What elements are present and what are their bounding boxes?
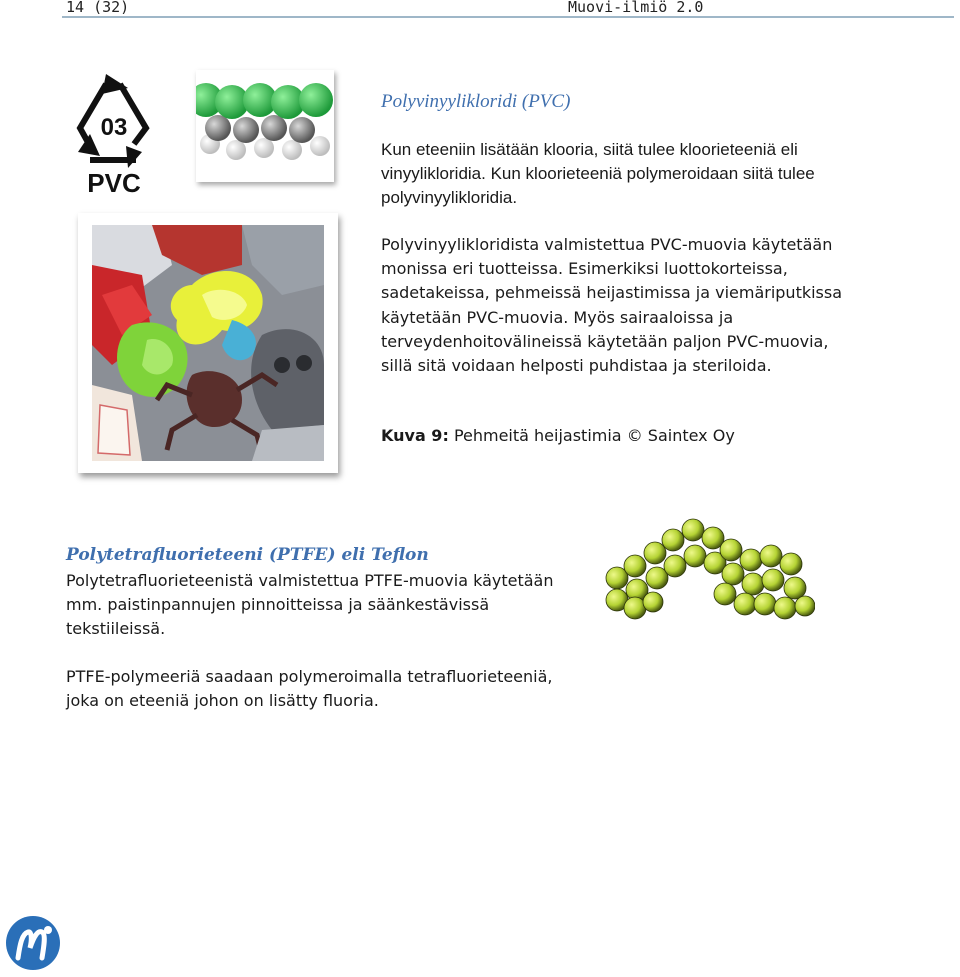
ptfe-production-paragraph: PTFE-polymeeriä saadaan polymeroimalla tetrafluorieteeniä, joka on eteeniä johon on lisätty fluoria. (66, 667, 553, 710)
recycle-label: PVC (87, 168, 141, 196)
pvc-heading: Polyvinyylikloridi (PVC) (381, 91, 571, 112)
ptfe-uses-paragraph: Polytetrafluorieteenistä valmistettua PTFE-muovia käytetään mm. paistinpannujen pinnoitteissa ja säänkestävissä tekstiileissä. (66, 571, 554, 638)
document-title: Muovi-ilmiö 2.0 (568, 0, 704, 16)
pvc-uses-paragraph: Polyvinyylikloridista valmistettua PVC-muovia käytetään monissa eri tuotteissa. Esimerkiksi luottokorteissa, sadetakeissa, pehmeissä heijastimissa ja viemäriputkissa käytetään PVC-muovia. Myös sairaaloissa ja terveydenhoitovälineissä käytetään paljon PVC-muovia, sillä sitä voidaan helposti puhdistaa ja steriloida. (381, 235, 843, 376)
header-divider (62, 16, 954, 18)
caption-text: Pehmeitä heijastimia © Saintex Oy (453, 426, 735, 445)
figure-caption (381, 426, 735, 445)
pvc-molecule-image (196, 70, 334, 182)
pvc-intro-paragraph: Kun eteeniin lisätään klooria, siitä tulee kloorieteeniä eli vinyylikloridia. Kun kloorieteeniä polymeroidaan siitä tulee polyvinyylikloridia. (381, 140, 815, 207)
caption-label: Kuva 9: (381, 426, 449, 445)
reflectors-photo (78, 213, 338, 473)
page-number: 14 (32) (66, 0, 130, 16)
muovi-logo-icon (4, 914, 62, 972)
ptfe-molecule-image (605, 508, 815, 620)
recycle-pvc-icon (70, 72, 158, 196)
recycle-code: 03 (100, 114, 128, 141)
ptfe-heading: Polytetrafluorieteeni (PTFE) eli Teflon (66, 545, 429, 565)
